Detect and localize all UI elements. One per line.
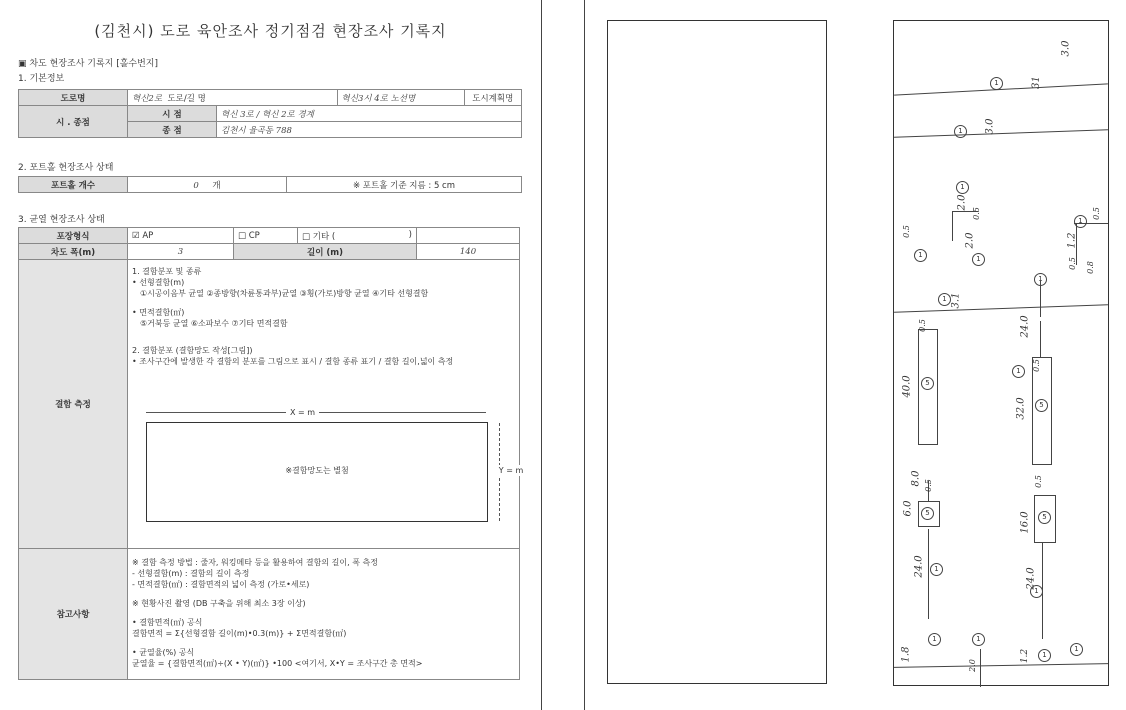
option-cp: □ CP	[234, 228, 298, 244]
measure-linear: • 선형결함(m)	[132, 278, 185, 287]
pothole-count-cell	[128, 177, 287, 193]
defect-marker: 1	[1074, 215, 1087, 228]
basic-info-table	[18, 89, 522, 138]
page-gap	[542, 0, 584, 710]
start-value: 혁신 3로 / 혁신 2로 경계	[221, 109, 314, 120]
defect-marker: 5	[1038, 511, 1051, 524]
option-etc: □ 기타 (	[302, 231, 336, 242]
measure-label: 0.5	[1067, 257, 1077, 270]
measure-area: • 면적결함(㎡)	[132, 308, 185, 317]
road-name-label: 도로명	[19, 90, 128, 106]
measure-area-items: ⑤거북등 균열 ⑥소파보수 ⑦기타 면적결함	[140, 319, 288, 328]
option-ap-cell	[128, 228, 234, 244]
defect-marker: 1	[954, 125, 967, 138]
defect-marker: 1	[972, 253, 985, 266]
road-class-label: 도로/길 명	[167, 93, 206, 104]
measure-label: 31	[1030, 76, 1042, 89]
measure-linear-items: ①시공이음부 균열 ②종방향(차륜통과부)균열 ③횡(가로)방향 균열 ④기타 선형결함	[140, 289, 429, 298]
reference-label: 참고사항	[19, 549, 128, 680]
defect-marker: 1	[972, 633, 985, 646]
measure-label: 0.5	[971, 207, 981, 220]
defect-marker: 1	[930, 563, 943, 576]
end-label: 종 점	[128, 122, 217, 138]
measure-label: 24.0	[913, 555, 925, 578]
measure-label: 2.0	[967, 659, 977, 672]
option-etc-close: )	[408, 229, 412, 240]
checked-box-icon: ☑	[132, 230, 140, 241]
start-end-label: 시 . 종점	[19, 106, 128, 138]
defect-marker: 5	[921, 377, 934, 390]
measure-label: 2.0	[956, 194, 968, 211]
map-note: ※결함망도는 별첨	[285, 466, 349, 475]
road-width-label: 차도 폭(m)	[19, 244, 128, 260]
sketch-page	[584, 0, 1126, 710]
city-plan-label: 도시계획명	[464, 90, 521, 106]
measure-label: 1.2	[1020, 648, 1031, 664]
length-label: 길이 (m)	[234, 244, 417, 260]
measure-label: 3.0	[1060, 40, 1072, 57]
reference-line: • 결함면적(㎡) 공식	[132, 618, 203, 627]
pothole-count-label: 포트홀 개수	[19, 177, 128, 193]
start-cell	[217, 106, 522, 122]
form-page	[0, 0, 542, 710]
pothole-count-unit: 개	[212, 180, 221, 191]
section-3-heading: 3. 균열 현장조사 상태	[18, 215, 105, 225]
measure-label: 결함 측정	[19, 260, 128, 549]
pothole-table	[18, 176, 522, 193]
measure-label: 6.0	[902, 500, 914, 517]
crack-line	[928, 529, 929, 619]
road-name-value: 혁신2로	[132, 93, 163, 104]
reference-line: 결함면적 = Σ{선형결함 길이(m)•0.3(m)} + Σ면적결함(㎡)	[132, 629, 347, 638]
crack-line	[894, 129, 1108, 137]
measure-label: 1.2	[1066, 232, 1078, 249]
reference-line: 균열율 = {결함면적(㎡)÷(X • Y)(㎡)} •100 <여기서, X•Y = 조사구간 총 면적>	[132, 659, 423, 668]
x-label: X = m	[286, 408, 319, 417]
defect-marker: 5	[1035, 399, 1048, 412]
crack-line	[894, 304, 1108, 312]
end-value: 김천시 율곡동 788	[221, 125, 292, 136]
defect-marker: 1	[914, 249, 927, 262]
crack-line	[952, 211, 953, 241]
y-label: Y = m	[491, 465, 531, 476]
measure-label: 16.0	[1019, 511, 1031, 534]
defect-marker: 1	[1034, 273, 1047, 286]
measure-cell	[128, 260, 524, 549]
measure-label: 8.0	[910, 470, 922, 487]
road-name-cell	[128, 90, 338, 106]
form-subtitle: ▣ 차도 현장조사 기록지 [홀수번지]	[18, 59, 158, 69]
defect-marker: 1	[990, 77, 1003, 90]
start-label: 시 점	[128, 106, 217, 122]
measure-label: 32.0	[1015, 397, 1027, 420]
measure-label: 0.5	[1091, 207, 1101, 220]
form-title: (김천시) 도로 육안조사 정기점검 현장조사 기록지	[94, 22, 447, 40]
length-cell	[417, 244, 520, 260]
crack-table	[18, 227, 524, 680]
measure-label: 0.8	[1085, 261, 1095, 274]
reference-line: - 선형결함(m) : 결함의 길이 측정	[132, 569, 250, 578]
measure-label: 0.5	[923, 479, 933, 492]
measure-label: 0.5	[1031, 359, 1041, 372]
road-class-value: 혁신3시 4로 노선명	[341, 93, 416, 104]
section-2-heading: 2. 포트홀 현장조사 상태	[18, 163, 114, 173]
measure-label: 1.8	[900, 646, 912, 663]
reference-line: • 균열율(%) 공식	[132, 648, 195, 657]
defect-map-box	[146, 422, 524, 522]
measure-label: 24.0	[1025, 567, 1037, 590]
length-value: 140	[459, 246, 477, 257]
crack-line	[1040, 281, 1041, 317]
reference-cell	[128, 549, 520, 680]
measure-label: 3.0	[984, 118, 996, 135]
crack-line	[980, 649, 981, 687]
defect-sketch-frame	[893, 20, 1109, 686]
blank-frame	[607, 20, 827, 684]
defect-marker: 1	[1070, 643, 1083, 656]
reference-line: ※ 현황사진 촬영 (DB 구축을 위해 최소 3장 이상)	[132, 599, 306, 608]
road-class-cell	[337, 90, 464, 106]
pothole-count-value: 0	[193, 180, 199, 191]
pavement-type-label: 포장형식	[19, 228, 128, 244]
reference-line: ※ 결함 측정 방법 : 줄자, 워킹메타 등을 활용하여 결함의 길이, 폭 측정	[132, 558, 378, 567]
defect-marker: 1	[928, 633, 941, 646]
defect-marker: 1	[956, 181, 969, 194]
defect-marker: 1	[1030, 585, 1043, 598]
measure-2-title: 2. 결함분포 (결함망도 작성[그림])	[132, 346, 253, 355]
option-ap: AP	[142, 230, 154, 241]
section-1-heading: 1. 기본정보	[18, 74, 65, 84]
road-width-value: 3	[177, 246, 184, 257]
measure-2-desc: • 조사구간에 발생한 각 결함의 분포를 그림으로 표시 / 결함 종류 표기 / 결함 길이,넓이 측정	[132, 357, 454, 366]
defect-marker: 5	[921, 507, 934, 520]
crack-line	[894, 663, 1108, 668]
pothole-criterion: ※ 포트홀 기준 지름 : 5 cm	[287, 177, 522, 193]
measure-label: 0.5	[917, 319, 927, 332]
defect-marker: 1	[938, 293, 951, 306]
measure-label: 3.1	[950, 292, 962, 309]
defect-marker: 1	[1012, 365, 1025, 378]
measure-label: 2.0	[964, 232, 976, 249]
measure-label: 0.5	[1033, 475, 1043, 488]
measure-1-title: 1. 결함분포 및 종류	[132, 267, 202, 276]
measure-label: 24.0	[1019, 315, 1031, 338]
defect-marker: 1	[1038, 649, 1051, 662]
x-dimension	[132, 407, 486, 418]
pavement-blank-cell	[417, 228, 520, 244]
measure-label: 0.5	[901, 225, 911, 238]
end-cell	[217, 122, 522, 138]
road-width-cell	[128, 244, 234, 260]
measure-label: 40.0	[901, 375, 913, 398]
reference-line: - 면적결함(㎡) : 결함면적의 넓이 측정 (가로•세로)	[132, 580, 310, 589]
option-etc-cell	[298, 228, 417, 244]
